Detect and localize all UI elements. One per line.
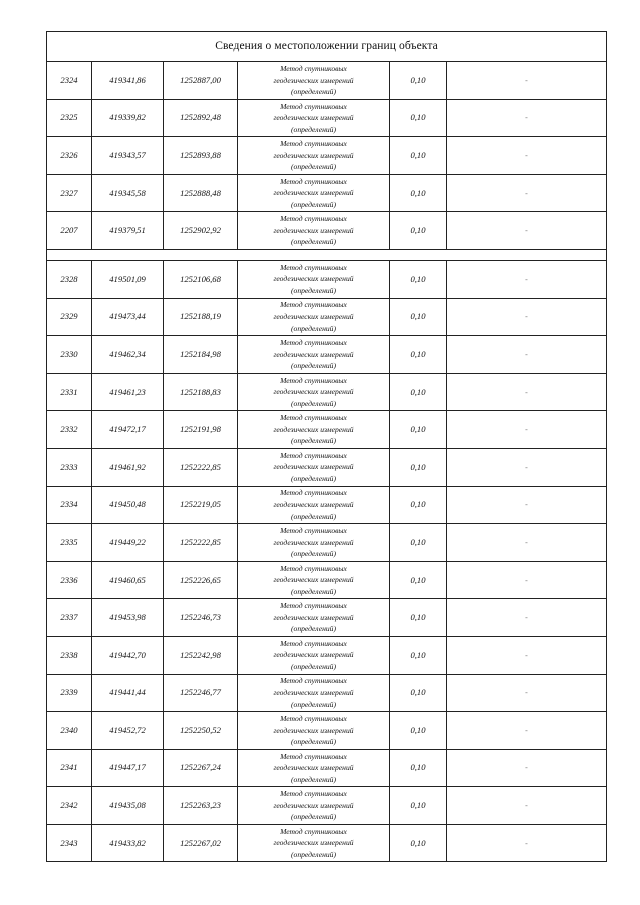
method-line: (определений) xyxy=(291,549,336,559)
method-cell xyxy=(238,824,390,862)
method-line: (определений) xyxy=(291,237,336,247)
x-coordinate-cell: 419442,70 xyxy=(92,636,164,674)
table-row xyxy=(47,62,607,100)
y-coordinate-cell: 1252246,77 xyxy=(164,674,238,712)
method-line: (определений) xyxy=(291,199,336,209)
point-number-cell: 2339 xyxy=(47,674,92,712)
point-number-cell: 2341 xyxy=(47,749,92,787)
note-cell: - xyxy=(447,260,607,298)
table-row xyxy=(47,599,607,637)
y-coordinate-cell: 1252250,52 xyxy=(164,712,238,750)
note-cell: - xyxy=(447,373,607,411)
method-line: геодезических измерений xyxy=(273,688,354,697)
method-line: (определений) xyxy=(291,849,336,859)
accuracy-cell: 0,10 xyxy=(390,787,447,825)
method-line: геодезических измерений xyxy=(273,462,354,472)
note-cell: - xyxy=(447,674,607,712)
method-line: Метод спутниковых xyxy=(280,450,347,460)
y-coordinate-cell: 1252902,92 xyxy=(164,212,238,250)
method-line: Метод спутниковых xyxy=(280,262,347,272)
accuracy-cell: 0,10 xyxy=(390,62,447,100)
y-coordinate-cell: 1252226,65 xyxy=(164,561,238,599)
x-coordinate-cell: 419379,51 xyxy=(92,212,164,250)
method-line: (определений) xyxy=(291,286,336,296)
accuracy-cell: 0,10 xyxy=(390,298,447,336)
accuracy-cell: 0,10 xyxy=(390,524,447,562)
method-line: Метод спутниковых xyxy=(280,789,347,799)
point-number-cell: 2331 xyxy=(47,373,92,411)
accuracy-cell: 0,10 xyxy=(390,174,447,212)
point-number-cell: 2334 xyxy=(47,486,92,524)
table-row xyxy=(47,448,607,486)
method-line: геодезических измерений xyxy=(273,575,354,585)
accuracy-cell: 0,10 xyxy=(390,373,447,411)
boundary-table xyxy=(46,31,607,862)
method-cell xyxy=(238,448,390,486)
note-cell: - xyxy=(447,824,607,862)
point-number-cell: 2333 xyxy=(47,448,92,486)
y-coordinate-cell: 1252222,85 xyxy=(164,524,238,562)
method-line: Метод спутниковых xyxy=(280,676,347,686)
point-number-cell: 2337 xyxy=(47,599,92,637)
method-line: Метод спутниковых xyxy=(280,63,347,73)
method-line: геодезических измерений xyxy=(273,225,354,235)
method-line: геодезических измерений xyxy=(273,500,354,510)
method-line: геодезических измерений xyxy=(273,113,354,123)
method-line: геодезических измерений xyxy=(273,349,354,359)
point-number-cell: 2336 xyxy=(47,561,92,599)
note-cell: - xyxy=(447,524,607,562)
method-cell xyxy=(238,336,390,374)
method-line: геодезических измерений xyxy=(273,763,354,773)
method-line: геодезических измерений xyxy=(273,188,354,198)
point-number-cell: 2330 xyxy=(47,336,92,374)
note-cell: - xyxy=(447,599,607,637)
method-line: Метод спутниковых xyxy=(280,601,347,611)
table-title: Сведения о местоположении границ объекта xyxy=(47,32,607,62)
table-body xyxy=(47,32,607,862)
method-line: Метод спутниковых xyxy=(280,338,347,348)
y-coordinate-cell: 1252219,05 xyxy=(164,486,238,524)
y-coordinate-cell: 1252888,48 xyxy=(164,174,238,212)
y-coordinate-cell: 1252263,23 xyxy=(164,787,238,825)
note-cell: - xyxy=(447,174,607,212)
point-number-cell: 2327 xyxy=(47,174,92,212)
method-line: геодезических измерений xyxy=(273,650,354,660)
method-cell xyxy=(238,137,390,175)
y-coordinate-cell: 1252184,98 xyxy=(164,336,238,374)
x-coordinate-cell: 419435,08 xyxy=(92,787,164,825)
method-line: геодезических измерений xyxy=(273,838,354,848)
accuracy-cell: 0,10 xyxy=(390,636,447,674)
method-line: (определений) xyxy=(291,662,336,671)
method-line: Метод спутниковых xyxy=(280,176,347,186)
x-coordinate-cell: 419462,34 xyxy=(92,336,164,374)
note-cell: - xyxy=(447,411,607,449)
method-cell xyxy=(238,749,390,787)
x-coordinate-cell: 419441,44 xyxy=(92,674,164,712)
method-line: геодезических измерений xyxy=(273,725,354,735)
method-cell xyxy=(238,599,390,637)
point-number-cell: 2324 xyxy=(47,62,92,100)
accuracy-cell: 0,10 xyxy=(390,99,447,137)
x-coordinate-cell: 419501,09 xyxy=(92,260,164,298)
x-coordinate-cell: 419343,57 xyxy=(92,137,164,175)
table-title-row xyxy=(47,32,607,62)
note-cell: - xyxy=(447,212,607,250)
note-cell: - xyxy=(447,749,607,787)
accuracy-cell: 0,10 xyxy=(390,674,447,712)
x-coordinate-cell: 419461,23 xyxy=(92,373,164,411)
method-line: Метод спутниковых xyxy=(280,714,347,723)
x-coordinate-cell: 419452,72 xyxy=(92,712,164,750)
method-cell xyxy=(238,411,390,449)
point-number-cell: 2335 xyxy=(47,524,92,562)
accuracy-cell: 0,10 xyxy=(390,336,447,374)
method-line: геодезических измерений xyxy=(273,537,354,547)
table-row xyxy=(47,212,607,250)
y-coordinate-cell: 1252267,02 xyxy=(164,824,238,862)
table-row xyxy=(47,298,607,336)
point-number-cell: 2342 xyxy=(47,787,92,825)
method-line: Метод спутниковых xyxy=(280,826,347,836)
note-cell: - xyxy=(447,636,607,674)
table-row xyxy=(47,174,607,212)
accuracy-cell: 0,10 xyxy=(390,824,447,862)
method-line: (определений) xyxy=(291,87,336,97)
method-line: (определений) xyxy=(291,474,336,484)
table-row xyxy=(47,636,607,674)
table-row xyxy=(47,674,607,712)
point-number-cell: 2332 xyxy=(47,411,92,449)
method-line: геодезических измерений xyxy=(273,75,354,85)
method-cell xyxy=(238,787,390,825)
method-line: (определений) xyxy=(291,124,336,134)
x-coordinate-cell: 419473,44 xyxy=(92,298,164,336)
method-line: Метод спутниковых xyxy=(280,101,347,111)
y-coordinate-cell: 1252191,98 xyxy=(164,411,238,449)
accuracy-cell: 0,10 xyxy=(390,599,447,637)
y-coordinate-cell: 1252892,48 xyxy=(164,99,238,137)
note-cell: - xyxy=(447,298,607,336)
method-line: (определений) xyxy=(291,774,336,784)
accuracy-cell: 0,10 xyxy=(390,561,447,599)
method-cell xyxy=(238,298,390,336)
point-number-cell: 2328 xyxy=(47,260,92,298)
x-coordinate-cell: 419472,17 xyxy=(92,411,164,449)
method-line: геодезических измерений xyxy=(273,612,354,622)
method-cell xyxy=(238,260,390,298)
table-row xyxy=(47,486,607,524)
note-cell: - xyxy=(447,137,607,175)
point-number-cell: 2326 xyxy=(47,137,92,175)
method-line: Метод спутниковых xyxy=(280,488,347,498)
note-cell: - xyxy=(447,336,607,374)
method-cell xyxy=(238,99,390,137)
note-cell: - xyxy=(447,561,607,599)
method-line: Метод спутниковых xyxy=(280,526,347,536)
document-sheet xyxy=(46,31,606,862)
y-coordinate-cell: 1252887,00 xyxy=(164,62,238,100)
accuracy-cell: 0,10 xyxy=(390,212,447,250)
accuracy-cell: 0,10 xyxy=(390,712,447,750)
group-separator-row xyxy=(47,249,607,260)
x-coordinate-cell: 419341,86 xyxy=(92,62,164,100)
point-number-cell: 2343 xyxy=(47,824,92,862)
x-coordinate-cell: 419460,65 xyxy=(92,561,164,599)
method-line: Метод спутниковых xyxy=(280,751,347,761)
x-coordinate-cell: 419433,82 xyxy=(92,824,164,862)
table-row xyxy=(47,411,607,449)
y-coordinate-cell: 1252106,68 xyxy=(164,260,238,298)
method-cell xyxy=(238,712,390,750)
note-cell: - xyxy=(447,486,607,524)
table-row xyxy=(47,336,607,374)
x-coordinate-cell: 419447,17 xyxy=(92,749,164,787)
table-row xyxy=(47,787,607,825)
table-row xyxy=(47,260,607,298)
x-coordinate-cell: 419449,22 xyxy=(92,524,164,562)
accuracy-cell: 0,10 xyxy=(390,411,447,449)
accuracy-cell: 0,10 xyxy=(390,749,447,787)
method-cell xyxy=(238,486,390,524)
note-cell: - xyxy=(447,712,607,750)
table-row xyxy=(47,561,607,599)
table-row xyxy=(47,824,607,862)
method-line: Метод спутниковых xyxy=(280,214,347,224)
method-cell xyxy=(238,636,390,674)
method-line: геодезических измерений xyxy=(273,800,354,810)
method-line: геодезических измерений xyxy=(273,312,354,322)
table-row xyxy=(47,749,607,787)
x-coordinate-cell: 419461,92 xyxy=(92,448,164,486)
x-coordinate-cell: 419453,98 xyxy=(92,599,164,637)
accuracy-cell: 0,10 xyxy=(390,137,447,175)
method-line: (определений) xyxy=(291,323,336,333)
method-cell xyxy=(238,561,390,599)
method-line: геодезических измерений xyxy=(273,424,354,434)
method-line: геодезических измерений xyxy=(273,274,354,284)
y-coordinate-cell: 1252267,24 xyxy=(164,749,238,787)
method-line: Метод спутниковых xyxy=(280,563,347,573)
table-row xyxy=(47,99,607,137)
x-coordinate-cell: 419345,58 xyxy=(92,174,164,212)
method-line: (определений) xyxy=(291,586,336,596)
method-line: (определений) xyxy=(291,737,336,747)
y-coordinate-cell: 1252242,98 xyxy=(164,636,238,674)
method-line: (определений) xyxy=(291,812,336,822)
table-row xyxy=(47,137,607,175)
x-coordinate-cell: 419339,82 xyxy=(92,99,164,137)
method-line: (определений) xyxy=(291,699,336,709)
method-line: геодезических измерений xyxy=(273,387,354,397)
method-line: Метод спутниковых xyxy=(280,638,347,648)
point-number-cell: 2325 xyxy=(47,99,92,137)
method-line: (определений) xyxy=(291,511,336,521)
y-coordinate-cell: 1252246,73 xyxy=(164,599,238,637)
separator-cell xyxy=(47,249,607,260)
method-line: (определений) xyxy=(291,624,336,634)
note-cell: - xyxy=(447,99,607,137)
note-cell: - xyxy=(447,448,607,486)
accuracy-cell: 0,10 xyxy=(390,260,447,298)
method-cell xyxy=(238,62,390,100)
accuracy-cell: 0,10 xyxy=(390,486,447,524)
x-coordinate-cell: 419450,48 xyxy=(92,486,164,524)
method-cell xyxy=(238,524,390,562)
point-number-cell: 2329 xyxy=(47,298,92,336)
method-line: Метод спутниковых xyxy=(280,375,347,385)
method-cell xyxy=(238,212,390,250)
method-line: Метод спутниковых xyxy=(280,300,347,310)
method-line: Метод спутниковых xyxy=(280,413,347,423)
y-coordinate-cell: 1252222,85 xyxy=(164,448,238,486)
point-number-cell: 2207 xyxy=(47,212,92,250)
method-cell xyxy=(238,674,390,712)
y-coordinate-cell: 1252188,19 xyxy=(164,298,238,336)
table-row xyxy=(47,524,607,562)
method-line: геодезических измерений xyxy=(273,150,354,160)
y-coordinate-cell: 1252893,88 xyxy=(164,137,238,175)
table-row xyxy=(47,712,607,750)
note-cell: - xyxy=(447,62,607,100)
table-row xyxy=(47,373,607,411)
point-number-cell: 2338 xyxy=(47,636,92,674)
method-cell xyxy=(238,174,390,212)
accuracy-cell: 0,10 xyxy=(390,448,447,486)
note-cell: - xyxy=(447,787,607,825)
method-line: (определений) xyxy=(291,398,336,408)
method-cell xyxy=(238,373,390,411)
method-line: Метод спутниковых xyxy=(280,139,347,149)
method-line: (определений) xyxy=(291,361,336,371)
y-coordinate-cell: 1252188,83 xyxy=(164,373,238,411)
method-line: (определений) xyxy=(291,436,336,446)
method-line: (определений) xyxy=(291,162,336,172)
point-number-cell: 2340 xyxy=(47,712,92,750)
